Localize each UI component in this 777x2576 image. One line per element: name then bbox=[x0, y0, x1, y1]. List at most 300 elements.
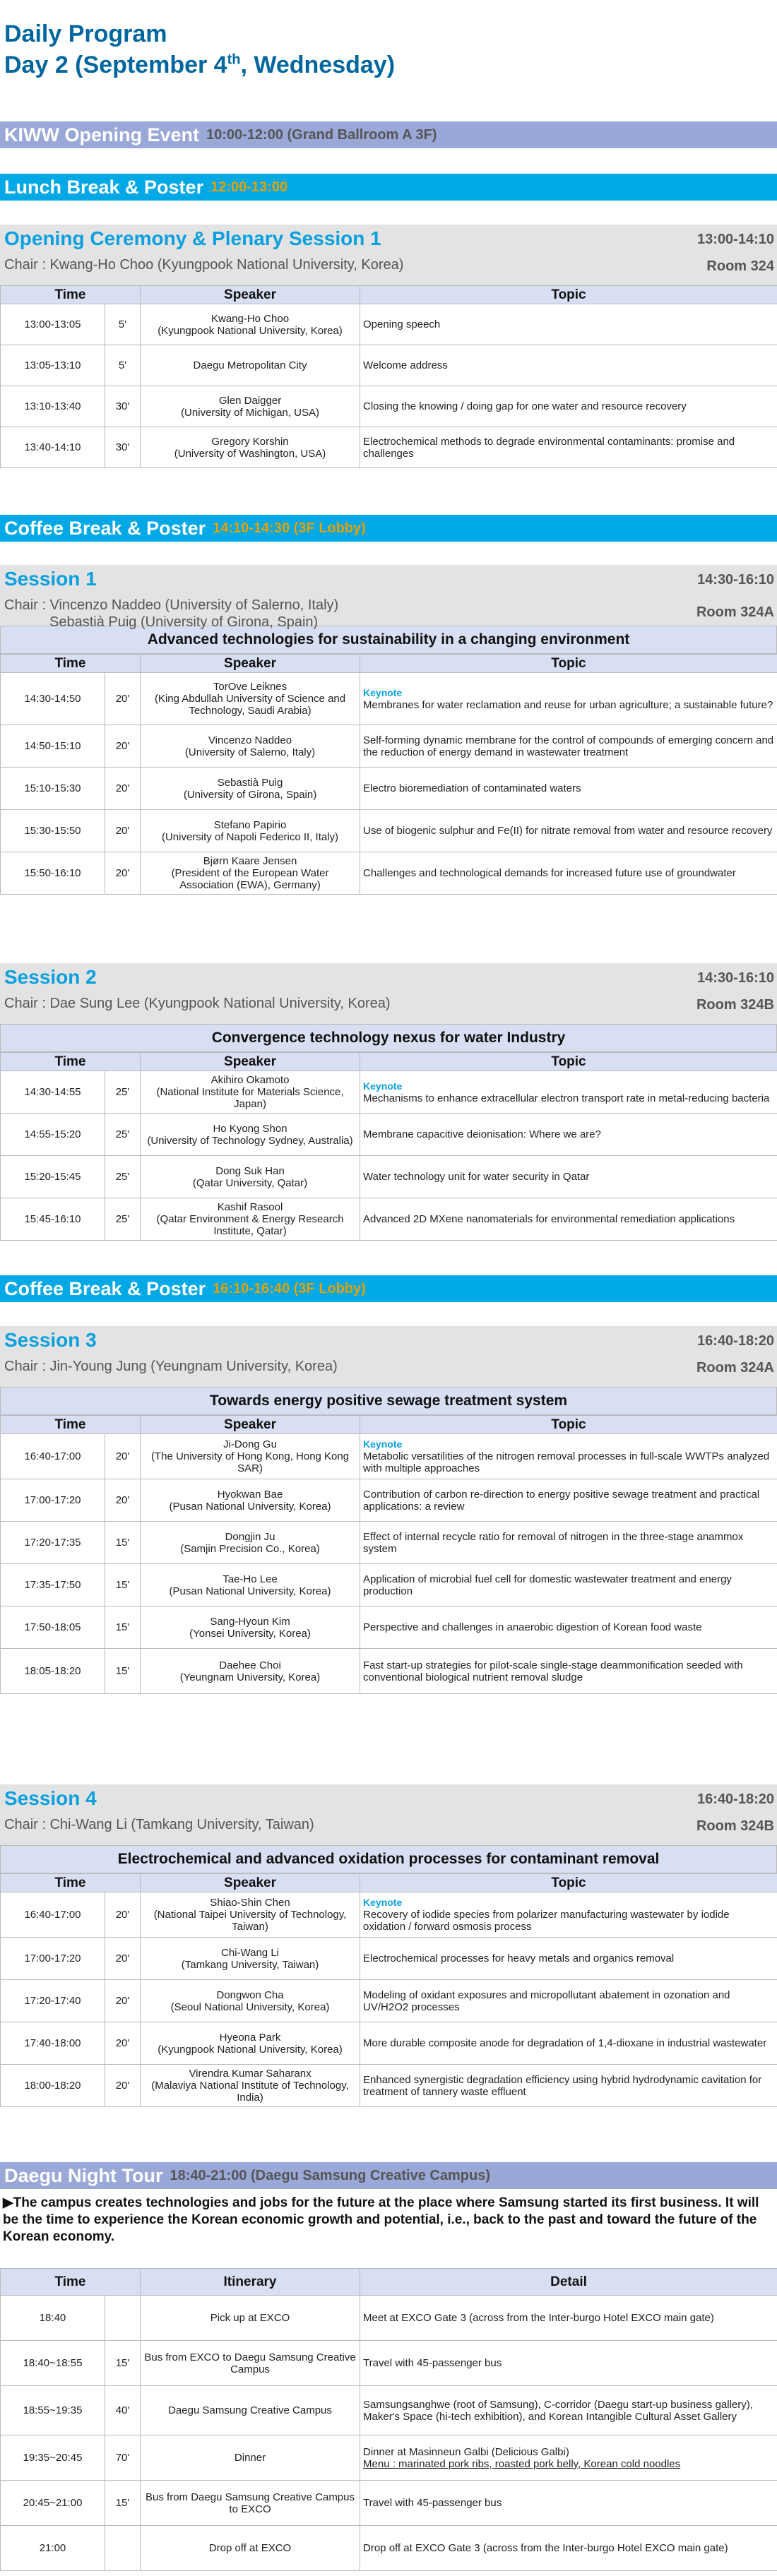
row-duration: 20' bbox=[105, 1892, 141, 1938]
tour-duration: 40' bbox=[105, 2386, 141, 2435]
session-table bbox=[0, 654, 777, 895]
tour-time: 18:40 bbox=[1, 2296, 105, 2341]
speaker-affiliation: (Tamkang University, Taiwan) bbox=[181, 1958, 319, 1971]
speaker-name: Vincenzo Naddeo bbox=[208, 734, 292, 746]
row-time: 16:40-17:00 bbox=[1, 1434, 105, 1479]
speaker-affiliation: (Pusan National University, Korea) bbox=[169, 1585, 331, 1597]
speaker-name: Dong Suk Han bbox=[215, 1164, 285, 1177]
row-time: 14:30-14:50 bbox=[1, 673, 105, 725]
session-plenary bbox=[0, 225, 777, 468]
row-topic bbox=[360, 1434, 777, 1479]
session-header bbox=[0, 963, 777, 1024]
row-time: 18:05-18:20 bbox=[1, 1649, 105, 1694]
tour-itinerary: Pick up at EXCO bbox=[141, 2296, 360, 2341]
speaker-name: Daegu Metropolitan City bbox=[193, 359, 307, 371]
row-duration: 15' bbox=[105, 1564, 141, 1606]
tour-time: 21:00 bbox=[1, 2526, 105, 2571]
row-speaker bbox=[141, 1114, 360, 1156]
session-4 bbox=[0, 1784, 777, 2107]
night-tour-time: 18:40-21:00 (Daegu Samsung Creative Campus) bbox=[170, 2167, 490, 2183]
tour-detail-text: Dinner at Masinneun Galbi (Delicious Galbi) bbox=[363, 2445, 569, 2458]
row-time: 14:55-15:20 bbox=[1, 1114, 105, 1156]
speaker-affiliation: (King Abdullah University of Science and Technology, Saudi Arabia) bbox=[154, 693, 346, 717]
session-table bbox=[0, 1052, 777, 1241]
row-topic bbox=[360, 304, 777, 345]
row-speaker bbox=[141, 1980, 360, 2022]
row-duration: 20' bbox=[105, 810, 141, 852]
session-header bbox=[0, 225, 777, 285]
row-time: 15:45-16:10 bbox=[1, 1198, 105, 1241]
row-topic bbox=[360, 2022, 777, 2065]
row-time: 17:20-17:40 bbox=[1, 1980, 105, 2022]
row-topic bbox=[360, 673, 777, 725]
topic-text: More durable composite anode for degradation of 1,4-dioxane in industrial wastewater bbox=[363, 2037, 767, 2049]
row-duration: 20' bbox=[105, 852, 141, 895]
tour-detail bbox=[360, 2386, 777, 2435]
row-duration: 20' bbox=[105, 1479, 141, 1522]
speaker-affiliation: (Seoul National University, Korea) bbox=[170, 2000, 330, 2013]
tour-detail bbox=[360, 2341, 777, 2386]
tour-itinerary: Drop off at EXCO bbox=[141, 2526, 360, 2571]
table-row bbox=[1, 2065, 777, 2107]
speaker-affiliation: (National Institute for Materials Science, Japan) bbox=[156, 1086, 344, 1110]
session-time: 14:30-16:10 bbox=[697, 970, 774, 986]
topic-text: Self-forming dynamic membrane for the control of compounds of emerging concern and the reduction of energy demand in wastewater treatment bbox=[363, 734, 774, 758]
column-header-speaker: Speaker bbox=[141, 655, 360, 673]
tour-detail bbox=[360, 2481, 777, 2526]
topic-text: Advanced 2D MXene nanomaterials for environmental remediation applications bbox=[363, 1213, 735, 1225]
row-speaker bbox=[141, 1892, 360, 1938]
row-duration: 15' bbox=[105, 1649, 141, 1694]
session-room: Room 324 bbox=[706, 258, 774, 274]
row-speaker bbox=[141, 2022, 360, 2065]
session-room: Room 324A bbox=[696, 604, 774, 620]
speaker-name: Dongwon Cha bbox=[216, 1988, 284, 2001]
topic-text: Challenges and technological demands for increased future use of groundwater bbox=[363, 867, 736, 879]
row-duration: 25' bbox=[105, 1114, 141, 1156]
column-header-speaker: Speaker bbox=[141, 1416, 360, 1434]
column-header-time: Time bbox=[1, 1416, 141, 1434]
row-topic bbox=[360, 1156, 777, 1198]
opening-event-time: 10:00-12:00 (Grand Ballroom A 3F) bbox=[206, 126, 437, 143]
tour-detail bbox=[360, 2435, 777, 2481]
tour-duration: 70' bbox=[105, 2435, 141, 2481]
row-duration: 20' bbox=[105, 2022, 141, 2065]
row-time: 15:20-15:45 bbox=[1, 1156, 105, 1198]
topic-text: Membranes for water reclamation and reuse for urban agriculture; a sustainable future? bbox=[363, 698, 773, 711]
row-speaker bbox=[141, 1156, 360, 1198]
row-topic bbox=[360, 386, 777, 427]
row-speaker bbox=[141, 1606, 360, 1649]
lunch-time: 12:00-13:00 bbox=[210, 179, 288, 195]
speaker-affiliation: (University of Michigan, USA) bbox=[181, 406, 319, 419]
row-time: 17:35-17:50 bbox=[1, 1564, 105, 1606]
column-header-time: Time bbox=[1, 2269, 141, 2296]
tour-itinerary: Daegu Samsung Creative Campus bbox=[141, 2386, 360, 2435]
speaker-name: Stefano Papirio bbox=[213, 818, 287, 831]
row-speaker bbox=[141, 2065, 360, 2107]
table-row bbox=[1, 673, 777, 725]
topic-text: Effect of internal recycle ratio for removal of nitrogen in the three-stage anammox system bbox=[363, 1530, 744, 1555]
row-speaker bbox=[141, 304, 360, 345]
row-topic bbox=[360, 1980, 777, 2022]
row-topic bbox=[360, 1071, 777, 1114]
session-header bbox=[0, 1326, 777, 1387]
session-table bbox=[0, 285, 777, 468]
session-theme: Advanced technologies for sustainability in a changing environment bbox=[0, 626, 777, 654]
speaker-affiliation: (Samjin Precision Co., Korea) bbox=[180, 1542, 320, 1555]
night-tour-bar bbox=[0, 2162, 777, 2189]
topic-text: Metabolic versatilities of the nitrogen removal processes in full-scale WWTPs analyzed with multiple approaches bbox=[363, 1450, 770, 1474]
session-1 bbox=[0, 565, 777, 895]
speaker-name: Sang-Hyoun Kim bbox=[210, 1615, 290, 1628]
session-title: Session 2 bbox=[4, 966, 97, 988]
speaker-name: Hyeona Park bbox=[219, 2031, 281, 2044]
row-time: 17:50-18:05 bbox=[1, 1606, 105, 1649]
tour-detail bbox=[360, 2296, 777, 2341]
row-speaker bbox=[141, 673, 360, 725]
speaker-name: Sebastià Puig bbox=[217, 776, 283, 789]
speaker-affiliation: (University of Napoli Federico II, Italy) bbox=[161, 830, 339, 843]
topic-text: Modeling of oxidant exposures and micropollutant abatement in ozonation and UV/H2O2 processes bbox=[363, 1988, 730, 2013]
session-header bbox=[0, 1784, 777, 1845]
row-speaker bbox=[141, 1522, 360, 1564]
row-time: 15:30-15:50 bbox=[1, 810, 105, 852]
topic-text: Electro bioremediation of contaminated waters bbox=[363, 782, 581, 794]
table-row bbox=[1, 1198, 777, 1241]
lunch-bar bbox=[0, 174, 777, 201]
speaker-affiliation: (President of the European Water Association (EWA), Germany) bbox=[171, 867, 329, 891]
row-topic bbox=[360, 810, 777, 852]
row-speaker bbox=[141, 1198, 360, 1241]
topic-text: Water technology unit for water security in Qatar bbox=[363, 1171, 590, 1183]
speaker-affiliation: (University of Washington, USA) bbox=[174, 447, 326, 460]
row-duration: 30' bbox=[105, 427, 141, 468]
table-row bbox=[1, 1522, 777, 1564]
page-title-line1: Daily Program bbox=[4, 20, 167, 47]
column-header-topic: Topic bbox=[360, 1416, 777, 1434]
speaker-affiliation: (Malaviya National Institute of Technology, India) bbox=[151, 2080, 349, 2104]
topic-text: Opening speech bbox=[363, 318, 441, 330]
table-row bbox=[1, 1606, 777, 1649]
row-duration: 5' bbox=[105, 345, 141, 386]
session-title: Session 4 bbox=[4, 1787, 97, 1809]
speaker-name: Tae-Ho Lee bbox=[223, 1573, 278, 1585]
speaker-affiliation: (University of Technology Sydney, Australia) bbox=[147, 1134, 353, 1147]
row-time: 13:40-14:10 bbox=[1, 427, 105, 468]
table-row bbox=[1, 2022, 777, 2065]
row-speaker bbox=[141, 1479, 360, 1522]
tour-menu: Menu : marinated pork ribs, roasted pork belly, Korean cold noodles bbox=[363, 2457, 681, 2470]
row-topic bbox=[360, 427, 777, 468]
column-header-topic: Topic bbox=[360, 1053, 777, 1071]
topic-text: Enhanced synergistic degradation efficiency using hybrid hydrodynamic cavitation for treatment of tannery waste effluent bbox=[363, 2073, 762, 2098]
row-speaker bbox=[141, 725, 360, 768]
column-header-speaker: Speaker bbox=[141, 286, 360, 304]
table-row bbox=[1, 386, 777, 427]
table-row bbox=[1, 1980, 777, 2022]
topic-text: Electrochemical processes for heavy metals and organics removal bbox=[363, 1952, 675, 1964]
tour-row bbox=[1, 2481, 777, 2526]
topic-text: Closing the knowing / doing gap for one water and resource recovery bbox=[363, 400, 687, 412]
speaker-affiliation: (Pusan National University, Korea) bbox=[169, 1500, 331, 1513]
speaker-affiliation: (Kyungpook National University, Korea) bbox=[158, 324, 343, 337]
speaker-name: Gregory Korshin bbox=[211, 435, 289, 448]
row-duration: 20' bbox=[105, 725, 141, 768]
speaker-name: Kwang-Ho Choo bbox=[210, 312, 290, 325]
page-title-line2: Day 2 (September 4th, Wednesday) bbox=[4, 52, 396, 78]
table-row bbox=[1, 1114, 777, 1156]
row-time: 13:10-13:40 bbox=[1, 386, 105, 427]
speaker-affiliation: (National Taipei University of Technology, Taiwan) bbox=[153, 1909, 347, 1933]
speaker-affiliation: (Yeungnam University, Korea) bbox=[179, 1671, 321, 1683]
tour-detail-text: Drop off at EXCO Gate 3 (across from the Inter-burgo Hotel EXCO main gate) bbox=[363, 2542, 728, 2554]
row-duration: 20' bbox=[105, 1980, 141, 2022]
row-duration: 15' bbox=[105, 1522, 141, 1564]
row-speaker bbox=[141, 1434, 360, 1479]
topic-text: Membrane capacitive deionisation: Where we are? bbox=[363, 1128, 601, 1140]
tour-duration bbox=[105, 2296, 141, 2341]
tour-duration: 15' bbox=[105, 2341, 141, 2386]
speaker-affiliation: (University of Girona, Spain) bbox=[183, 788, 317, 801]
tour-detail-text: Meet at EXCO Gate 3 (across from the Inter-burgo Hotel EXCO main gate) bbox=[363, 2312, 714, 2324]
tour-itinerary: Dinner bbox=[141, 2435, 360, 2481]
coffee-break-label-1: Coffee Break & Poster bbox=[4, 517, 206, 539]
session-theme: Convergence technology nexus for water Industry bbox=[0, 1024, 777, 1052]
column-header-topic: Topic bbox=[360, 1874, 777, 1892]
row-time: 17:00-17:20 bbox=[1, 1479, 105, 1522]
night-tour-table bbox=[0, 2268, 777, 2571]
session-3 bbox=[0, 1326, 777, 1694]
row-time: 13:05-13:10 bbox=[1, 345, 105, 386]
session-chair: Chair : Vincenzo Naddeo (University of Salerno, Italy) bbox=[4, 597, 339, 613]
row-duration: 25' bbox=[105, 1071, 141, 1114]
table-row bbox=[1, 1564, 777, 1606]
tour-time: 18:55~19:35 bbox=[1, 2386, 105, 2435]
column-header-topic: Topic bbox=[360, 286, 777, 304]
night-tour-description: ▶The campus creates technologies and jobs for the future at the place where Samsung started its first business. It will be the time to experience the Korean economic growth and potential, i.e., back to the past and toward the future of the Korean economy. bbox=[3, 2195, 759, 2244]
keynote-label: Keynote bbox=[363, 686, 403, 698]
session-room: Room 324B bbox=[696, 997, 774, 1013]
topic-text: Application of microbial fuel cell for domestic wastewater treatment and energy production bbox=[363, 1573, 732, 1597]
speaker-affiliation: (Qatar University, Qatar) bbox=[192, 1176, 308, 1189]
row-time: 17:40-18:00 bbox=[1, 2022, 105, 2065]
tour-row bbox=[1, 2386, 777, 2435]
row-speaker bbox=[141, 427, 360, 468]
speaker-name: Hyokwan Bae bbox=[217, 1488, 283, 1501]
page-title bbox=[4, 18, 395, 80]
speaker-affiliation: (Qatar Environment & Energy Research Institute, Qatar) bbox=[156, 1213, 344, 1237]
row-topic bbox=[360, 1606, 777, 1649]
speaker-affiliation: (The University of Hong Kong, Hong Kong SAR) bbox=[150, 1450, 350, 1474]
topic-text: Recovery of iodide species from polarizer manufacturing wastewater by iodide oxidation / forward osmosis process bbox=[363, 1909, 730, 1933]
row-duration: 30' bbox=[105, 386, 141, 427]
tour-duration bbox=[105, 2526, 141, 2571]
row-speaker bbox=[141, 1564, 360, 1606]
session-title: Opening Ceremony & Plenary Session 1 bbox=[4, 227, 381, 249]
topic-text: Use of biogenic sulphur and Fe(II) for nitrate removal from water and resource recovery bbox=[363, 825, 773, 837]
speaker-name: Dongjin Ju bbox=[225, 1530, 275, 1543]
speaker-name: Ji-Dong Gu bbox=[223, 1438, 277, 1450]
lunch-label: Lunch Break & Poster bbox=[4, 176, 204, 198]
tour-itinerary: Bus from EXCO to Daegu Samsung Creative Campus bbox=[141, 2341, 360, 2386]
table-row bbox=[1, 1071, 777, 1114]
row-time: 16:40-17:00 bbox=[1, 1892, 105, 1938]
row-time: 18:00-18:20 bbox=[1, 2065, 105, 2107]
row-topic bbox=[360, 2065, 777, 2107]
speaker-name: Akihiro Okamoto bbox=[210, 1074, 290, 1086]
row-speaker bbox=[141, 386, 360, 427]
coffee-break-time-1: 14:10-14:30 (3F Lobby) bbox=[213, 520, 366, 536]
session-chair: Chair : Chi-Wang Li (Tamkang University, Taiwan) bbox=[4, 1817, 314, 1832]
column-header-time: Time bbox=[1, 1053, 141, 1071]
topic-text: Electrochemical methods to degrade environmental contaminants: promise and challenges bbox=[363, 435, 735, 460]
table-row bbox=[1, 1156, 777, 1198]
session-room: Room 324A bbox=[696, 1360, 774, 1376]
row-topic bbox=[360, 1479, 777, 1522]
table-row bbox=[1, 852, 777, 895]
row-duration: 20' bbox=[105, 1938, 141, 1980]
row-topic bbox=[360, 852, 777, 895]
row-speaker bbox=[141, 768, 360, 810]
row-time: 15:50-16:10 bbox=[1, 852, 105, 895]
tour-detail-text: Samsungsanghwe (root of Samsung), C-corridor (Daegu start-up business gallery), Maker's Space (hi-tech exhibition), and Korean Intangible Cultural Asset Gallery bbox=[363, 2398, 753, 2423]
row-topic bbox=[360, 1892, 777, 1938]
row-duration: 20' bbox=[105, 768, 141, 810]
speaker-name: Kashif Rasool bbox=[217, 1201, 283, 1213]
keynote-label: Keynote bbox=[363, 1080, 403, 1092]
row-time: 15:10-15:30 bbox=[1, 768, 105, 810]
row-time: 14:50-15:10 bbox=[1, 725, 105, 768]
column-header-time: Time bbox=[1, 1874, 141, 1892]
table-row bbox=[1, 304, 777, 345]
speaker-name: TorOve Leiknes bbox=[213, 681, 287, 693]
row-speaker bbox=[141, 1649, 360, 1694]
row-speaker bbox=[141, 852, 360, 895]
row-duration: 25' bbox=[105, 1156, 141, 1198]
keynote-label: Keynote bbox=[363, 1438, 403, 1450]
row-time: 17:00-17:20 bbox=[1, 1938, 105, 1980]
row-duration: 20' bbox=[105, 1434, 141, 1479]
table-row bbox=[1, 1479, 777, 1522]
session-title: Session 3 bbox=[4, 1329, 97, 1351]
row-time: 14:30-14:55 bbox=[1, 1071, 105, 1114]
row-topic bbox=[360, 1649, 777, 1694]
session-time: 13:00-14:10 bbox=[697, 232, 774, 247]
row-topic bbox=[360, 1564, 777, 1606]
coffee-break-bar-1 bbox=[0, 515, 777, 542]
row-duration: 5' bbox=[105, 304, 141, 345]
session-time: 16:40-18:20 bbox=[697, 1791, 774, 1807]
speaker-affiliation: (University of Salerno, Italy) bbox=[184, 746, 316, 758]
row-speaker bbox=[141, 345, 360, 386]
row-topic bbox=[360, 1522, 777, 1564]
topic-text: Contribution of carbon re-direction to energy positive sewage treatment and practical applications: a review bbox=[363, 1488, 760, 1513]
tour-time: 18:40~18:55 bbox=[1, 2341, 105, 2386]
tour-detail-text: Travel with 45-passenger bus bbox=[363, 2357, 502, 2369]
session-chair: Chair : Jin-Young Jung (Yeungnam University, Korea) bbox=[4, 1359, 338, 1374]
topic-text: Perspective and challenges in anaerobic digestion of Korean food waste bbox=[363, 1621, 702, 1633]
coffee-break-bar-2 bbox=[0, 1275, 777, 1302]
column-header-time: Time bbox=[1, 286, 141, 304]
table-row bbox=[1, 725, 777, 768]
table-row bbox=[1, 1938, 777, 1980]
row-duration: 20' bbox=[105, 673, 141, 725]
opening-event-label: KIWW Opening Event bbox=[4, 124, 199, 145]
column-header-time: Time bbox=[1, 655, 141, 673]
session-chair: Chair : Kwang-Ho Choo (Kyungpook National University, Korea) bbox=[4, 257, 404, 273]
coffee-break-time-2: 16:10-16:40 (3F Lobby) bbox=[213, 1280, 366, 1296]
speaker-name: Shiao-Shin Chen bbox=[210, 1897, 290, 1909]
row-topic bbox=[360, 1114, 777, 1156]
row-time: 13:00-13:05 bbox=[1, 304, 105, 345]
session-header bbox=[0, 565, 777, 630]
tour-time: 20:45~21:00 bbox=[1, 2481, 105, 2526]
speaker-name: Ho Kyong Shon bbox=[213, 1122, 287, 1135]
column-header-speaker: Speaker bbox=[141, 1874, 360, 1892]
row-duration: 25' bbox=[105, 1198, 141, 1241]
session-theme: Electrochemical and advanced oxidation processes for contaminant removal bbox=[0, 1845, 777, 1873]
tour-time: 19:35~20:45 bbox=[1, 2435, 105, 2481]
table-row bbox=[1, 427, 777, 468]
keynote-label: Keynote bbox=[363, 1897, 403, 1908]
row-topic bbox=[360, 768, 777, 810]
tour-row bbox=[1, 2435, 777, 2481]
row-topic bbox=[360, 1938, 777, 1980]
session-chair: Chair : Dae Sung Lee (Kyungpook National University, Korea) bbox=[4, 996, 391, 1011]
topic-text: Fast start-up strategies for pilot-scale single-stage deammonification seeded with conventional biological nutrient removal sludge bbox=[363, 1659, 743, 1683]
table-row bbox=[1, 345, 777, 386]
row-speaker bbox=[141, 1938, 360, 1980]
speaker-name: Glen Daigger bbox=[218, 394, 282, 407]
session-room: Room 324B bbox=[696, 1818, 774, 1834]
tour-duration: 15' bbox=[105, 2481, 141, 2526]
session-2 bbox=[0, 963, 777, 1241]
row-duration: 15' bbox=[105, 1606, 141, 1649]
topic-text: Welcome address bbox=[363, 359, 448, 371]
session-title: Session 1 bbox=[4, 568, 97, 590]
row-duration: 20' bbox=[105, 2065, 141, 2107]
table-row bbox=[1, 1892, 777, 1938]
column-header-speaker: Speaker bbox=[141, 1053, 360, 1071]
topic-text: Mechanisms to enhance extracellular electron transport rate in metal-reducing bacteria bbox=[363, 1092, 770, 1104]
speaker-name: Virendra Kumar Saharanx bbox=[189, 2068, 312, 2080]
night-tour-label: Daegu Night Tour bbox=[4, 2164, 163, 2186]
session-theme: Towards energy positive sewage treatment system bbox=[0, 1387, 777, 1415]
speaker-name: Daehee Choi bbox=[219, 1659, 281, 1671]
table-row bbox=[1, 1434, 777, 1479]
column-header-itinerary: Itinerary bbox=[141, 2269, 360, 2296]
tour-detail-text: Travel with 45-passenger bus bbox=[363, 2497, 502, 2509]
table-row bbox=[1, 810, 777, 852]
tour-row bbox=[1, 2341, 777, 2386]
session-table bbox=[0, 1873, 777, 2107]
session-time: 16:40-18:20 bbox=[697, 1333, 774, 1349]
row-topic bbox=[360, 725, 777, 768]
session-table bbox=[0, 1415, 777, 1694]
tour-row bbox=[1, 2526, 777, 2571]
column-header-detail: Detail bbox=[360, 2269, 777, 2296]
row-topic bbox=[360, 1198, 777, 1241]
coffee-break-label-2: Coffee Break & Poster bbox=[4, 1277, 206, 1299]
opening-event-bar bbox=[0, 121, 777, 148]
speaker-affiliation: (Kyungpook National University, Korea) bbox=[158, 2043, 343, 2056]
row-speaker bbox=[141, 810, 360, 852]
row-time: 17:20-17:35 bbox=[1, 1522, 105, 1564]
column-header-topic: Topic bbox=[360, 655, 777, 673]
tour-row bbox=[1, 2296, 777, 2341]
speaker-affiliation: (Yonsei University, Korea) bbox=[189, 1627, 311, 1640]
